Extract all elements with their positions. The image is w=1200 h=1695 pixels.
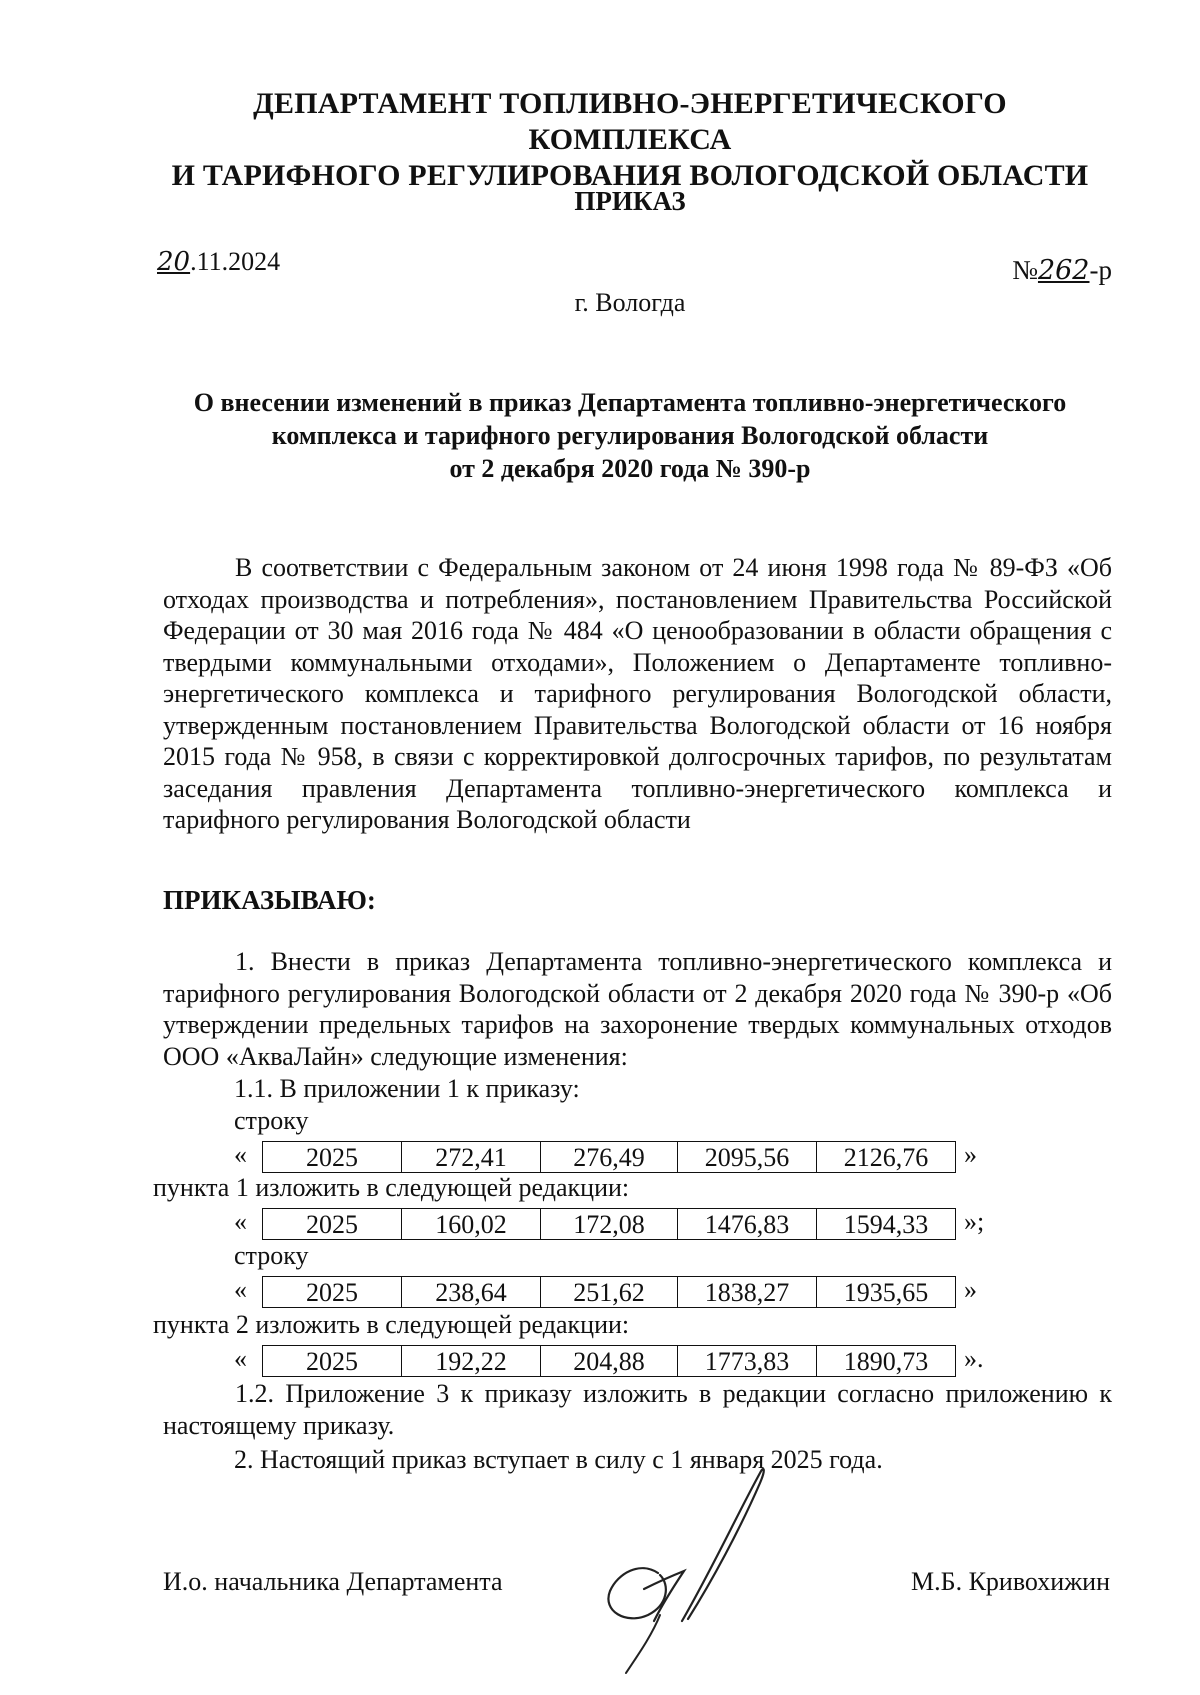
document-number [1012, 255, 1112, 286]
quote-close: ». [964, 1344, 984, 1373]
item-2: 2. Настоящий приказ вступает в силу с 1 января 2025 года. [234, 1445, 883, 1474]
quote-close: » [964, 1275, 977, 1304]
quote-open: « [234, 1207, 247, 1236]
preamble-paragraph: В соответствии с Федеральным законом от 24 июня 1998 года № 89-ФЗ «Об отходах производства и потребления», постановлением Правительства Российской Федерации от 30 мая 2016 года № 484 «О ценообразовании в области обращения с твердыми коммунальными отходами», Положением о Департаменте топливно-энергетического комплекса и тарифного регулирования Вологодской области, утвержденным постановлением Правительства Вологодской области от 16 ноября 2015 года № 958, в связи с корректировкой долгосрочных тарифов, по результатам заседания правления Департамента топливно-энергетического комплекса и тарифного регулирования Вологодской области [163, 553, 1112, 834]
document-subject [150, 386, 1110, 485]
item-1-1: 1.1. В приложении 1 к приказу: [234, 1074, 580, 1103]
table-cell: 1838,27 [677, 1277, 816, 1307]
table-cell-year: 2025 [306, 1278, 358, 1308]
word-row-1: строку [234, 1106, 309, 1135]
item-1-paragraph: 1. Внести в приказ Департамента топливно-энергетического комплекса и тарифного регулирования Вологодской области от 2 декабря 2020 года № 390-р «Об утверждении предельных тарифов на захоронение твердых коммунальных отходов ООО «АкваЛайн» следующие изменения: [163, 947, 1112, 1071]
document-type: ПРИКАЗ [574, 186, 686, 216]
quote-open: « [234, 1275, 247, 1304]
table-row-new-2 [234, 1344, 984, 1377]
number-sign: № [1012, 255, 1038, 285]
item-1-2-paragraph: 1.2. Приложение 3 к приказу изложить в редакции согласно приложению к настоящему приказу. [163, 1379, 1112, 1440]
point-2-text: пункта 2 изложить в следующей редакции: [153, 1310, 630, 1339]
order-word: ПРИКАЗЫВАЮ: [163, 885, 376, 915]
signatory-name: М.Б. Кривохижин [911, 1567, 1110, 1596]
table-cell: 204,88 [540, 1346, 677, 1376]
table-cell: 192,22 [401, 1346, 540, 1376]
subject-line-2: комплекса и тарифного регулирования Вологодской области [271, 421, 989, 450]
table-cells [262, 1276, 956, 1308]
table-cell: 1773,83 [677, 1346, 816, 1376]
subject-line-3: от 2 декабря 2020 года № 390-р [449, 454, 811, 483]
table-cell-year: 2025 [306, 1210, 358, 1240]
table-row-old-2 [234, 1275, 977, 1308]
table-cell: 1890,73 [816, 1346, 955, 1376]
table-cell: 172,08 [540, 1209, 677, 1239]
quote-open: « [234, 1140, 247, 1169]
table-cell: 272,41 [401, 1142, 540, 1172]
number-suffix: -р [1089, 255, 1112, 285]
quote-close: »; [964, 1207, 985, 1236]
table-cells [262, 1345, 956, 1377]
table-cell: 276,49 [540, 1142, 677, 1172]
document-city: г. Вологда [574, 288, 686, 317]
date-day-handwritten: 20 [157, 247, 191, 277]
table-cell: 1594,33 [816, 1209, 955, 1239]
date-rest: .11.2024 [190, 247, 281, 276]
table-cell: 160,02 [401, 1209, 540, 1239]
number-handwritten: 262 [1037, 255, 1090, 286]
word-row-2: строку [234, 1241, 309, 1270]
table-cell: 2126,76 [816, 1142, 955, 1172]
header-line-1: ДЕПАРТАМЕНТ ТОПЛИВНО-ЭНЕРГЕТИЧЕСКОГО КОМПЛЕКСА [253, 87, 1007, 156]
table-cell-year: 2025 [306, 1347, 358, 1377]
quote-close: » [964, 1140, 977, 1169]
table-cell: 251,62 [540, 1277, 677, 1307]
quote-open: « [234, 1344, 247, 1373]
subject-line-1: О внесении изменений в приказ Департамента топливно-энергетического [193, 388, 1067, 417]
table-cell: 238,64 [401, 1277, 540, 1307]
table-cell-year: 2025 [306, 1143, 358, 1173]
department-header [150, 86, 1110, 194]
point-1-text: пункта 1 изложить в следующей редакции: [153, 1173, 630, 1202]
table-cell: 2095,56 [677, 1142, 816, 1172]
document-date [157, 247, 280, 277]
header-line-2: И ТАРИФНОГО РЕГУЛИРОВАНИЯ ВОЛОГОДСКОЙ ОБЛАСТИ [171, 159, 1089, 192]
table-cells [262, 1141, 956, 1173]
table-cells [262, 1208, 956, 1240]
signatory-position: И.о. начальника Департамента [163, 1567, 503, 1596]
table-row-new-1 [234, 1207, 984, 1240]
table-cell: 1935,65 [816, 1277, 955, 1307]
table-cell: 1476,83 [677, 1209, 816, 1239]
handwritten-signature [600, 1465, 800, 1675]
table-row-old-1 [234, 1140, 977, 1173]
